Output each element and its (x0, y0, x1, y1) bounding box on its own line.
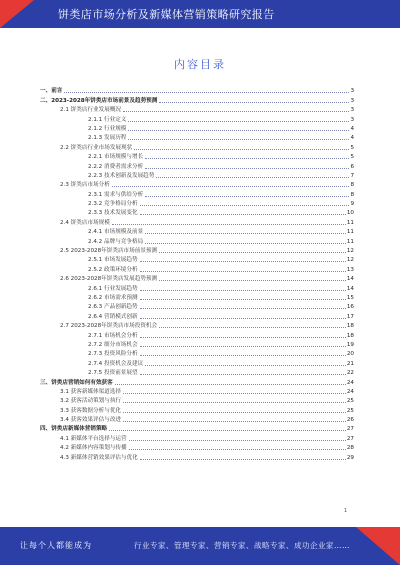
toc-entry[interactable] (40, 217, 354, 226)
toc-leader-dots (140, 308, 346, 309)
toc-entry-label: 4.3 新媒体营销效果评估与优化 (60, 454, 138, 461)
toc-leader-dots (140, 318, 346, 319)
toc-leader-dots (140, 355, 346, 356)
toc-entry-label: 2.6.1 行业发展趋势 (88, 285, 138, 292)
toc-entry-page: 14 (346, 276, 354, 283)
toc-entry[interactable] (40, 452, 354, 461)
toc-leader-dots (140, 271, 346, 272)
table-of-contents (40, 86, 354, 462)
toc-entry-label: 2.3.2 竞争格局分析 (88, 201, 138, 208)
toc-entry[interactable] (40, 227, 354, 236)
toc-entry-page: 14 (346, 285, 354, 292)
toc-entry-label: 2.5 2023-2028年饼类店市场前景预测 (60, 248, 158, 255)
toc-entry-page: 20 (346, 351, 354, 358)
toc-entry[interactable] (40, 124, 354, 133)
toc-entry[interactable] (40, 377, 354, 386)
toc-entry-page: 3 (350, 116, 354, 123)
toc-leader-dots (159, 280, 346, 281)
toc-leader-dots (112, 224, 346, 225)
toc-entry-label: 2.3.1 需求与供给分析 (88, 191, 144, 198)
toc-entry-label: 3.4 获客效果评估与改进 (60, 417, 122, 424)
toc-entry-label: 2.2.3 技术创新及发展趋势 (88, 172, 155, 179)
toc-entry-page: 8 (350, 191, 354, 198)
toc-entry-label: 2.6.4 营销模式创新 (88, 313, 138, 320)
toc-entry-label: 2.1.1 行业定义 (88, 116, 127, 123)
toc-entry-label: 2.4.1 市场规模及前景 (88, 229, 144, 236)
toc-leader-dots (145, 243, 346, 244)
toc-entry-page: 6 (350, 163, 354, 170)
toc-entry-page: 27 (346, 426, 354, 433)
toc-entry-page: 7 (350, 172, 354, 179)
toc-entry[interactable] (40, 208, 354, 217)
toc-entry-label: 2.3.3 技术发展变化 (88, 210, 138, 217)
toc-entry-page: 18 (346, 332, 354, 339)
toc-entry-page: 3 (350, 107, 354, 114)
toc-entry[interactable] (40, 387, 354, 396)
footer-accent (356, 527, 400, 565)
toc-entry-page: 3 (350, 97, 354, 104)
toc-entry[interactable] (40, 152, 354, 161)
toc-entry-page: 8 (350, 182, 354, 189)
header-bar (0, 0, 400, 28)
footer-slogan: 让每个人都能成为 (20, 541, 92, 550)
toc-entry[interactable] (40, 189, 354, 198)
toc-leader-dots (134, 149, 349, 150)
toc-leader-dots (145, 365, 346, 366)
toc-entry-page: 25 (346, 398, 354, 405)
toc-entry-page: 4 (350, 125, 354, 132)
toc-entry[interactable] (40, 105, 354, 114)
toc-entry-label: 2.1.2 行业规模 (88, 125, 127, 132)
toc-entry-label: 2.7 2023-2028年饼类店市场投资机会 (60, 323, 158, 330)
toc-entry-page: 24 (346, 379, 354, 386)
toc-entry[interactable] (40, 283, 354, 292)
page-number: 1 (344, 508, 348, 514)
toc-leader-dots (123, 402, 346, 403)
toc-entry-page: 5 (350, 154, 354, 161)
toc-entry-page: 9 (350, 201, 354, 208)
toc-entry[interactable] (40, 293, 354, 302)
toc-entry[interactable] (40, 264, 354, 273)
toc-entry[interactable] (40, 368, 354, 377)
toc-leader-dots (140, 346, 346, 347)
toc-entry[interactable] (40, 255, 354, 264)
toc-entry-label: 2.2.1 市场规模与增长 (88, 154, 144, 161)
toc-leader-dots (123, 421, 346, 422)
toc-entry-label: 2.7.5 投资前景展望 (88, 370, 138, 377)
toc-entry[interactable] (40, 396, 354, 405)
toc-entry-page: 17 (346, 313, 354, 320)
toc-leader-dots (123, 111, 349, 112)
toc-entry-label: 2.6.3 产品创新趋势 (88, 304, 138, 311)
toc-entry[interactable] (40, 246, 354, 255)
toc-leader-dots (145, 233, 346, 234)
toc-leader-dots (145, 168, 349, 169)
toc-entry-label: 三、饼类店营销如何有效获客 (40, 379, 113, 386)
toc-entry[interactable] (40, 358, 354, 367)
toc-entry-label: 4.2 新媒体内容策划与传播 (60, 445, 127, 452)
toc-leader-dots (140, 290, 346, 291)
toc-entry[interactable] (40, 405, 354, 414)
toc-heading: 内容目录 (174, 58, 226, 71)
toc-entry-page: 10 (346, 210, 354, 217)
toc-entry-label: 3.1 获客新媒体渠道选择 (60, 388, 122, 395)
toc-entry-label: 4.1 新媒体平台选择与运营 (60, 435, 127, 442)
toc-leader-dots (145, 158, 349, 159)
toc-entry[interactable] (40, 443, 354, 452)
toc-entry[interactable] (40, 349, 354, 358)
toc-entry[interactable] (40, 95, 354, 104)
toc-entry[interactable] (40, 433, 354, 442)
toc-entry-label: 3.3 获客数据分析与优化 (60, 407, 122, 414)
toc-entry-page: 12 (346, 248, 354, 255)
toc-entry-page: 25 (346, 407, 354, 414)
toc-leader-dots (123, 412, 346, 413)
toc-leader-dots (140, 214, 346, 215)
toc-leader-dots (129, 440, 346, 441)
toc-entry-page: 27 (346, 435, 354, 442)
toc-entry[interactable] (40, 133, 354, 142)
toc-entry-label: 2.4.2 品牌与竞争格局 (88, 238, 144, 245)
toc-entry-page: 11 (346, 229, 354, 236)
toc-entry-label: 一、前言 (40, 88, 63, 95)
toc-leader-dots (140, 374, 346, 375)
toc-entry-label: 2.2.2 消费者需求分析 (88, 163, 144, 170)
toc-entry-label: 2.6.2 市场需求预测 (88, 294, 138, 301)
toc-entry[interactable] (40, 142, 354, 151)
toc-entry-page: 3 (350, 88, 354, 95)
toc-leader-dots (159, 327, 346, 328)
toc-entry[interactable] (40, 274, 354, 283)
toc-entry[interactable] (40, 415, 354, 424)
toc-leader-dots (156, 177, 349, 178)
toc-leader-dots (128, 139, 349, 140)
footer-bar (0, 527, 400, 565)
toc-entry-page: 24 (346, 388, 354, 395)
toc-entry-page: 22 (346, 370, 354, 377)
toc-leader-dots (159, 252, 346, 253)
toc-entry-label: 2.6 2023-2028年饼类店发展趋势预测 (60, 276, 158, 283)
toc-entry-page: 21 (346, 360, 354, 367)
toc-entry-label: 3.2 获客活动策划与执行 (60, 398, 122, 405)
toc-entry-label: 2.7.1 市场机会分析 (88, 332, 138, 339)
toc-entry[interactable] (40, 424, 354, 433)
toc-entry-label: 2.2 饼类店行业市场发展现状 (60, 144, 133, 151)
toc-entry-page: 16 (346, 304, 354, 311)
footer-roles: 行业专家、管理专家、营销专家、战略专家、成功企业家…… (134, 541, 350, 550)
toc-entry-label: 2.7.3 投资风险分析 (88, 351, 138, 358)
toc-entry[interactable] (40, 330, 354, 339)
toc-entry[interactable] (40, 180, 354, 189)
toc-entry[interactable] (40, 86, 354, 95)
toc-entry-label: 2.7.2 细分市场机会 (88, 341, 138, 348)
toc-entry-page: 28 (346, 445, 354, 452)
toc-leader-dots (128, 130, 349, 131)
toc-entry-page: 19 (346, 341, 354, 348)
toc-leader-dots (140, 459, 346, 460)
toc-entry-page: 4 (350, 135, 354, 142)
toc-entry[interactable] (40, 171, 354, 180)
toc-entry-label: 四、饼类店新媒体营销策略 (40, 426, 108, 433)
toc-entry-label: 2.3 饼类店市场分析 (60, 182, 110, 189)
toc-entry-page: 12 (346, 257, 354, 264)
toc-entry[interactable] (40, 340, 354, 349)
toc-entry[interactable] (40, 311, 354, 320)
toc-leader-dots (140, 337, 346, 338)
toc-entry-label: 二、2023-2028年饼类店市场前景及趋势预测 (40, 97, 158, 104)
toc-entry[interactable] (40, 161, 354, 170)
toc-entry-page: 11 (346, 219, 354, 226)
toc-entry-page: 15 (346, 294, 354, 301)
toc-leader-dots (129, 449, 346, 450)
toc-entry[interactable] (40, 114, 354, 123)
toc-entry-label: 2.5.1 市场发展趋势 (88, 257, 138, 264)
toc-leader-dots (140, 205, 350, 206)
toc-leader-dots (128, 121, 349, 122)
toc-leader-dots (159, 102, 349, 103)
toc-entry-label: 2.1.3 发展历程 (88, 135, 127, 142)
toc-entry-label: 2.7.4 投资机会及建议 (88, 360, 144, 367)
toc-entry-label: 2.4 饼类店市场规模 (60, 219, 110, 226)
toc-leader-dots (123, 393, 346, 394)
toc-leader-dots (140, 299, 346, 300)
toc-leader-dots (112, 186, 350, 187)
toc-entry-label: 2.1 饼类店行业发展概况 (60, 107, 122, 114)
header-accent (0, 0, 34, 28)
toc-entry-page: 26 (346, 417, 354, 424)
toc-leader-dots (140, 261, 346, 262)
toc-entry-page: 13 (346, 266, 354, 273)
toc-entry[interactable] (40, 321, 354, 330)
report-title: 饼类店市场分析及新媒体营销策略研究报告 (58, 8, 275, 21)
toc-leader-dots (64, 92, 349, 93)
toc-entry[interactable] (40, 236, 354, 245)
toc-leader-dots (115, 384, 346, 385)
toc-entry-page: 18 (346, 323, 354, 330)
toc-entry-label: 2.5.2 政策环境分析 (88, 266, 138, 273)
toc-entry[interactable] (40, 302, 354, 311)
toc-entry[interactable] (40, 199, 354, 208)
toc-leader-dots (145, 196, 349, 197)
toc-entry-page: 5 (350, 144, 354, 151)
toc-leader-dots (109, 430, 346, 431)
toc-entry-page: 29 (346, 454, 354, 461)
toc-entry-page: 11 (346, 238, 354, 245)
